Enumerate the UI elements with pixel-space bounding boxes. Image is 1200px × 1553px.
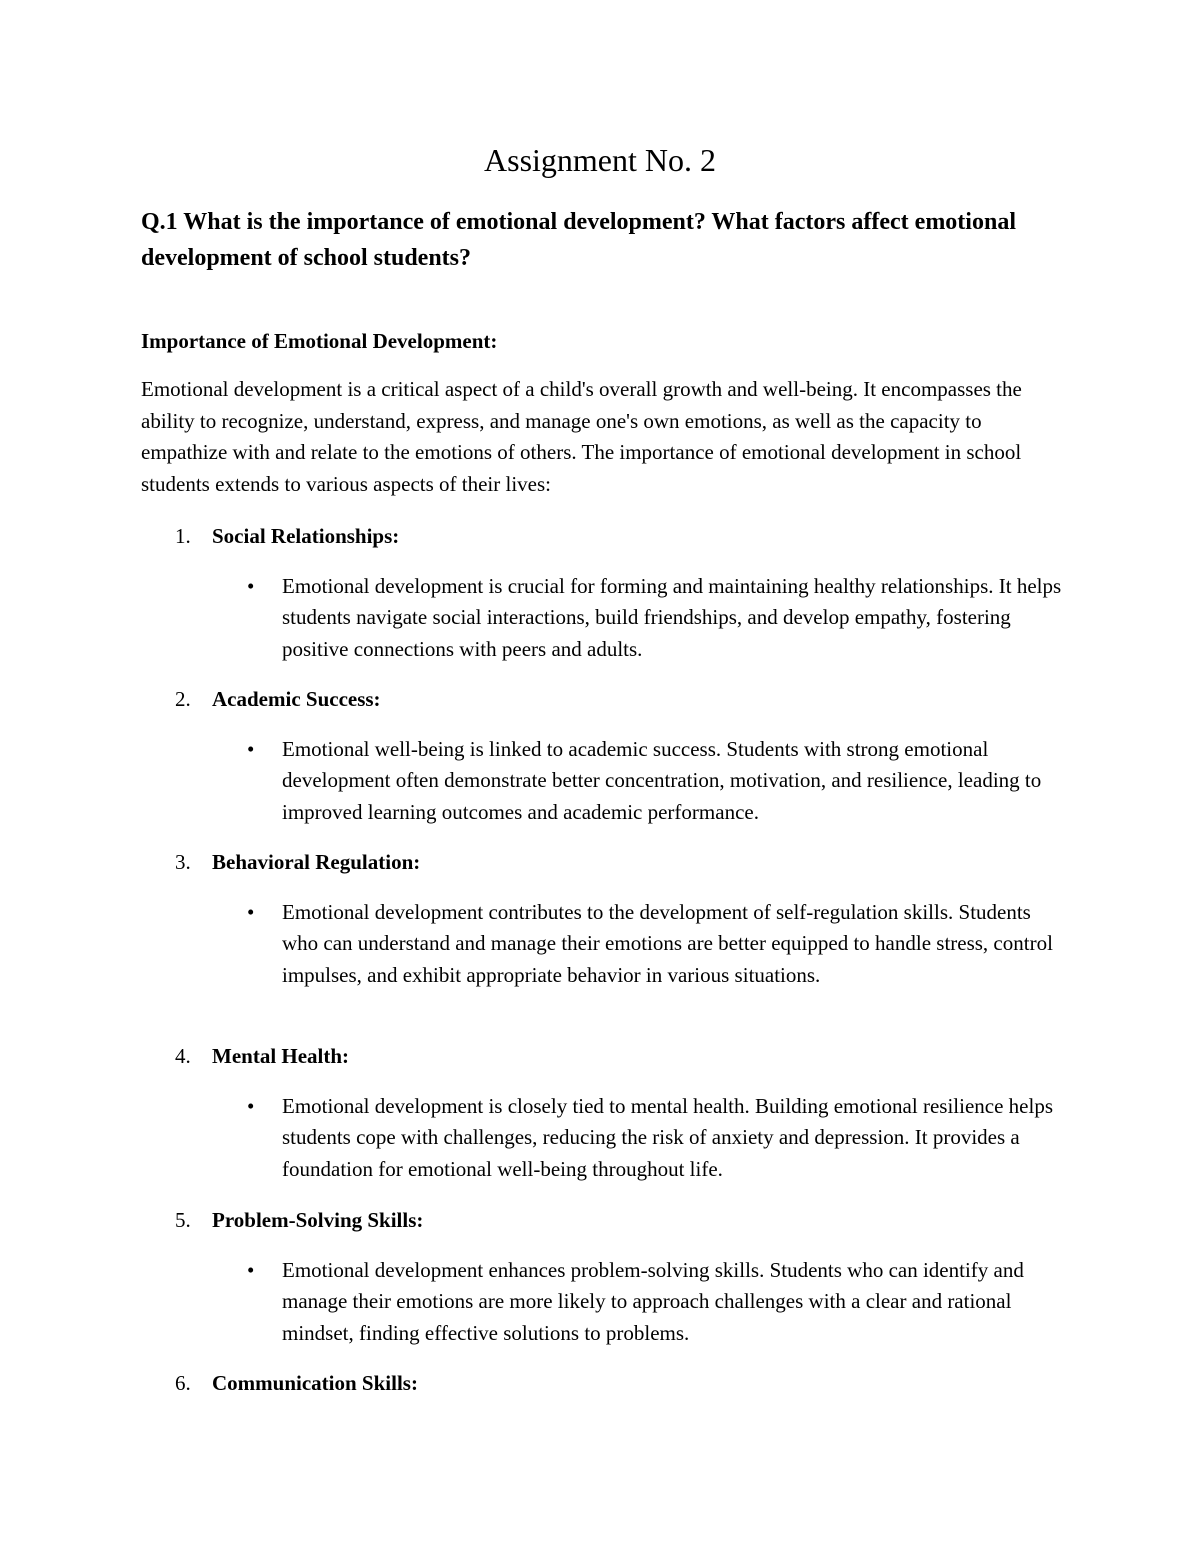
intro-paragraph: Emotional development is a critical aspect of a child's overall growth and well-being. It encompasses the ability to recognize, understand, express, and manage one's own emotions, as well as the capacity to empathize with and relate to the emotions of others. The importance of emotional development in school students extends to various aspects of their lives: — [141, 377, 1022, 496]
bullet-point — [141, 571, 1061, 665]
question-heading: Q.1 What is the importance of emotional development? What factors affect emotional development of school students? — [141, 209, 1016, 271]
bullet-icon: • — [247, 900, 255, 924]
bullet-point — [141, 897, 1061, 991]
bullet-text: Emotional well-being is linked to academic success. Students with strong emotional development often demonstrate better concentration, motivation, and resilience, leading to improved learning outcomes and academic performance. — [282, 737, 1042, 824]
list-item-number: 5. — [175, 1208, 191, 1232]
bullet-icon: • — [247, 737, 255, 761]
list-item-number: 3. — [175, 850, 191, 874]
list-item-label: Mental Health: — [212, 1044, 350, 1068]
list-item — [141, 847, 1061, 991]
bullet-icon: • — [247, 1258, 255, 1282]
document-page — [141, 0, 1061, 1553]
list-item-label: Academic Success: — [212, 687, 381, 711]
bullet-text: Emotional development enhances problem-solving skills. Students who can identify and manage their emotions are more likely to approach challenges with a clear and rational mindset, finding effective solutions to problems. — [282, 1258, 1024, 1345]
document-title: Assignment No. 2 — [484, 142, 716, 178]
list-item — [141, 1368, 1061, 1398]
bullet-icon: • — [247, 574, 255, 598]
list-item — [141, 1041, 1061, 1185]
bullet-icon: • — [247, 1094, 255, 1118]
bullet-text: Emotional development is crucial for forming and maintaining healthy relationships. It helps students navigate social interactions, build friendships, and develop empathy, fostering positive connections with peers and adults. — [282, 574, 1062, 661]
list-item-label: Behavioral Regulation: — [212, 850, 421, 874]
list-item-number: 1. — [175, 524, 191, 548]
bullet-point — [141, 1091, 1061, 1185]
list-item — [141, 684, 1061, 828]
list-item — [141, 521, 1061, 665]
bullet-text: Emotional development is closely tied to mental health. Building emotional resilience helps students cope with challenges, reducing the risk of anxiety and depression. It provides a foundation for emotional well-being throughout life. — [282, 1094, 1053, 1181]
list-item-number: 6. — [175, 1371, 191, 1395]
section-heading: Importance of Emotional Development: — [141, 329, 498, 353]
bullet-point — [141, 734, 1061, 828]
list-item-label: Problem-Solving Skills: — [212, 1208, 424, 1232]
list-item — [141, 1205, 1061, 1349]
list-item-label: Communication Skills: — [212, 1371, 418, 1395]
bullet-text: Emotional development contributes to the development of self-regulation skills. Students who can understand and manage their emotions are better equipped to handle stress, control impulses, and exhibit appropriate behavior in various situations. — [282, 900, 1053, 987]
list-item-number: 2. — [175, 687, 191, 711]
list-item-label: Social Relationships: — [212, 524, 400, 548]
list-item-number: 4. — [175, 1044, 191, 1068]
bullet-point — [141, 1255, 1061, 1349]
